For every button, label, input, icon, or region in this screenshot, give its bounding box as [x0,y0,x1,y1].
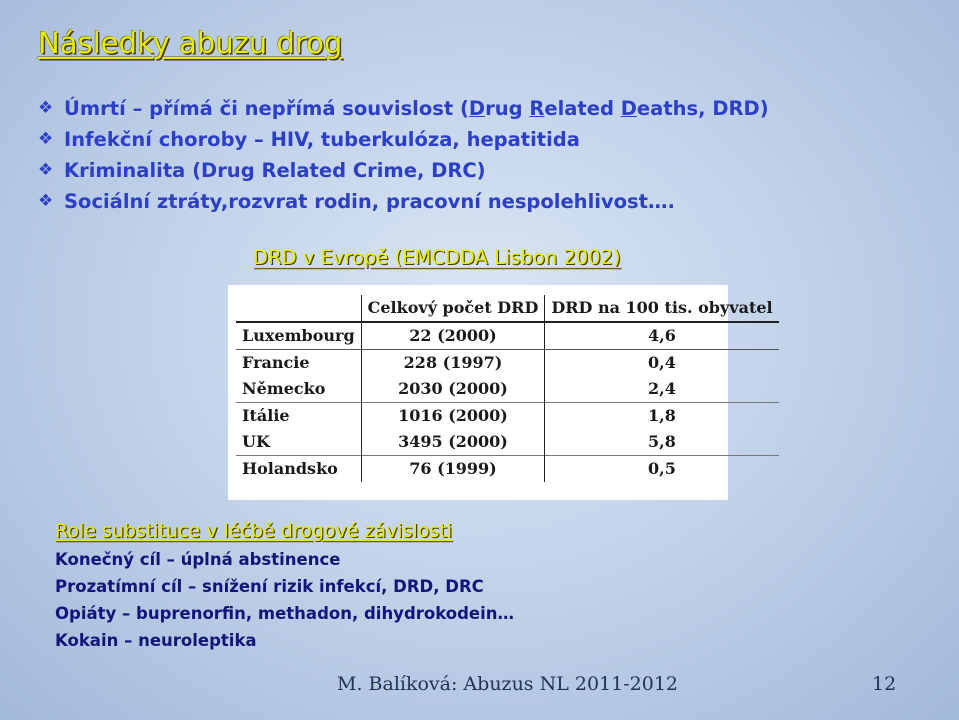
diamond-bullet-icon: ❖ [38,191,54,211]
bullet-deaths-text: Úmrtí – přímá či nepřímá souvislost (Drug Related Deaths, DRD) [64,97,769,120]
table-row [236,322,779,350]
substitution-section [55,516,514,654]
cell-country: Německo [242,379,326,398]
consequences-list [38,93,769,217]
cell-rate: 0,4 [545,350,779,377]
cell-total: 3495 (2000) [361,429,545,456]
footer-author: M. Balíková: Abuzus NL 2011-2012 [337,673,678,695]
cell-total: 1016 (2000) [361,403,545,430]
diamond-bullet-icon: ❖ [38,160,54,180]
table-row [236,403,779,430]
substitution-line: Prozatímní cíl – snížení rizik infekcí, DRD, DRC [55,577,484,596]
bullet-deaths [38,93,769,124]
cell-rate: 4,6 [545,322,779,350]
cell-rate: 2,4 [545,376,779,403]
cell-country: UK [242,432,270,451]
cell-country: Francie [242,353,310,372]
cell-total: 2030 (2000) [361,376,545,403]
bullet-crime-text: Kriminalita (Drug Related Crime, DRC) [64,159,486,182]
table-title: DRD v Evropě (EMCDDA Lisbon 2002) [253,246,621,269]
header-drd-per-100k: DRD na 100 tis. obyvatel [545,295,779,322]
substitution-line: Opiáty – buprenorfin, methadon, dihydrokodein… [55,604,514,623]
bullet-crime [38,155,769,186]
page-number: 12 [872,673,897,695]
drd-table [236,295,779,482]
slide-title: Následky abuzu drog [38,26,343,60]
diamond-bullet-icon: ❖ [38,129,54,149]
table-row [236,376,779,403]
cell-rate: 0,5 [545,456,779,483]
diamond-bullet-icon: ❖ [38,98,54,118]
cell-total: 228 (1997) [361,350,545,377]
cell-country: Itálie [236,403,361,430]
substitution-line: Kokain – neuroleptika [55,631,257,650]
table-header-row [236,295,779,322]
table-row [236,429,779,456]
bullet-social [38,186,769,217]
header-country [236,295,361,322]
cell-rate: 1,8 [545,403,779,430]
bullet-infections [38,124,769,155]
cell-total: 22 (2000) [361,322,545,350]
bullet-social-text: Sociální ztráty,rozvrat rodin, pracovní nespolehlivost…. [64,190,675,213]
substitution-line: Konečný cíl – úplná abstinence [55,550,341,569]
header-total-drd: Celkový počet DRD [361,295,545,322]
cell-country: Luxembourg [236,322,361,350]
cell-total: 76 (1999) [361,456,545,483]
substitution-heading: Role substituce v léčbě drogové závislosti [55,520,453,542]
cell-rate: 5,8 [545,429,779,456]
bullet-infections-text: Infekční choroby – HIV, tuberkulóza, hepatitida [64,128,580,151]
drd-table-image [228,285,773,500]
table-row [236,456,779,483]
table-row [236,350,779,377]
cell-country: Holandsko [236,456,361,483]
